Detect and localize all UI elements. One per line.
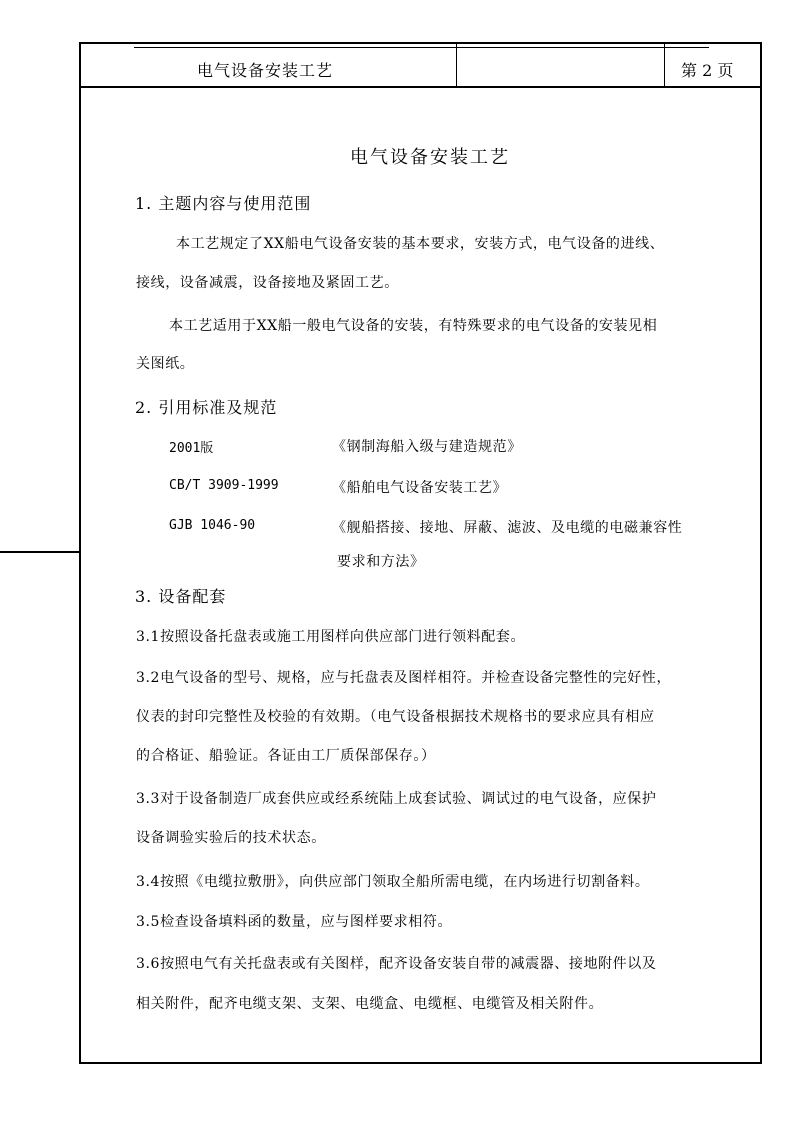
page-number: 第 2 页 — [681, 61, 734, 80]
section-heading: 3. 设备配套 — [135, 587, 227, 606]
header-title-cell — [79, 42, 457, 86]
header-blank-cell — [457, 42, 665, 86]
paragraph-line: 3.3对于设备制造厂成套供应或经系统陆上成套试验、调试过的电气设备，应保护 — [136, 791, 657, 807]
paragraph-line: 本工艺规定了XX船电气设备安装的基本要求，安装方式，电气设备的进线、 — [176, 236, 665, 252]
standard-code: 2001版 — [169, 441, 214, 456]
paragraph-line: 3.5检查设备填料函的数量，应与图样要求相符。 — [136, 914, 453, 930]
paragraph-line: 3.2电气设备的型号、规格，应与托盘表及图样相符。并检查设备完整性的完好性， — [136, 670, 672, 686]
header-title: 电气设备安装工艺 — [197, 61, 334, 80]
paragraph-line: 仪表的封印完整性及校验的有效期。（电气设备根据技术规格书的要求应具有相应 — [136, 709, 655, 725]
section-heading: 2. 引用标准及规范 — [135, 398, 278, 417]
header-page-cell — [665, 42, 760, 86]
binding-line — [0, 551, 79, 553]
paragraph-line: 相关附件，配齐电缆支架、支架、电缆盒、电缆框、电缆管及相关附件。 — [136, 996, 604, 1012]
standard-name: 《船舶电气设备安装工艺》 — [332, 480, 508, 496]
standard-name: 《钢制海船入级与建造规范》 — [332, 439, 522, 455]
standard-code: CB/T 3909-1999 — [169, 478, 279, 493]
paragraph-line: 的合格证、船验证。各证由工厂质保部保存。） — [136, 748, 436, 764]
paragraph-line: 3.1按照设备托盘表或施工用图样向供应部门进行领料配套。 — [136, 629, 526, 645]
document-title: 电气设备安装工艺 — [350, 147, 510, 168]
standard-code: GJB 1046-90 — [169, 518, 256, 533]
paragraph-line: 设备调验实验后的技术状态。 — [136, 830, 326, 846]
paragraph-line: 关图纸。 — [136, 356, 195, 372]
paragraph-line: 3.6按照电气有关托盘表或有关图样，配齐设备安装自带的减震器、接地附件以及 — [136, 956, 657, 972]
standard-name-continued: 要求和方法》 — [337, 554, 425, 570]
header-row — [79, 42, 762, 88]
standard-name: 《舰船搭接、接地、屏蔽、滤波、及电缆的电磁兼容性 — [332, 520, 683, 536]
paragraph-line: 接线，设备减震，设备接地及紧固工艺。 — [136, 275, 399, 291]
section-heading: 1. 主题内容与使用范围 — [135, 194, 312, 213]
paragraph-line: 3.4按照《电缆拉敷册》，向供应部门领取全船所需电缆，在内场进行切割备料。 — [136, 874, 650, 890]
paragraph-line: 本工艺适用于XX船一般电气设备的安装，有特殊要求的电气设备的安装见相 — [169, 318, 658, 334]
